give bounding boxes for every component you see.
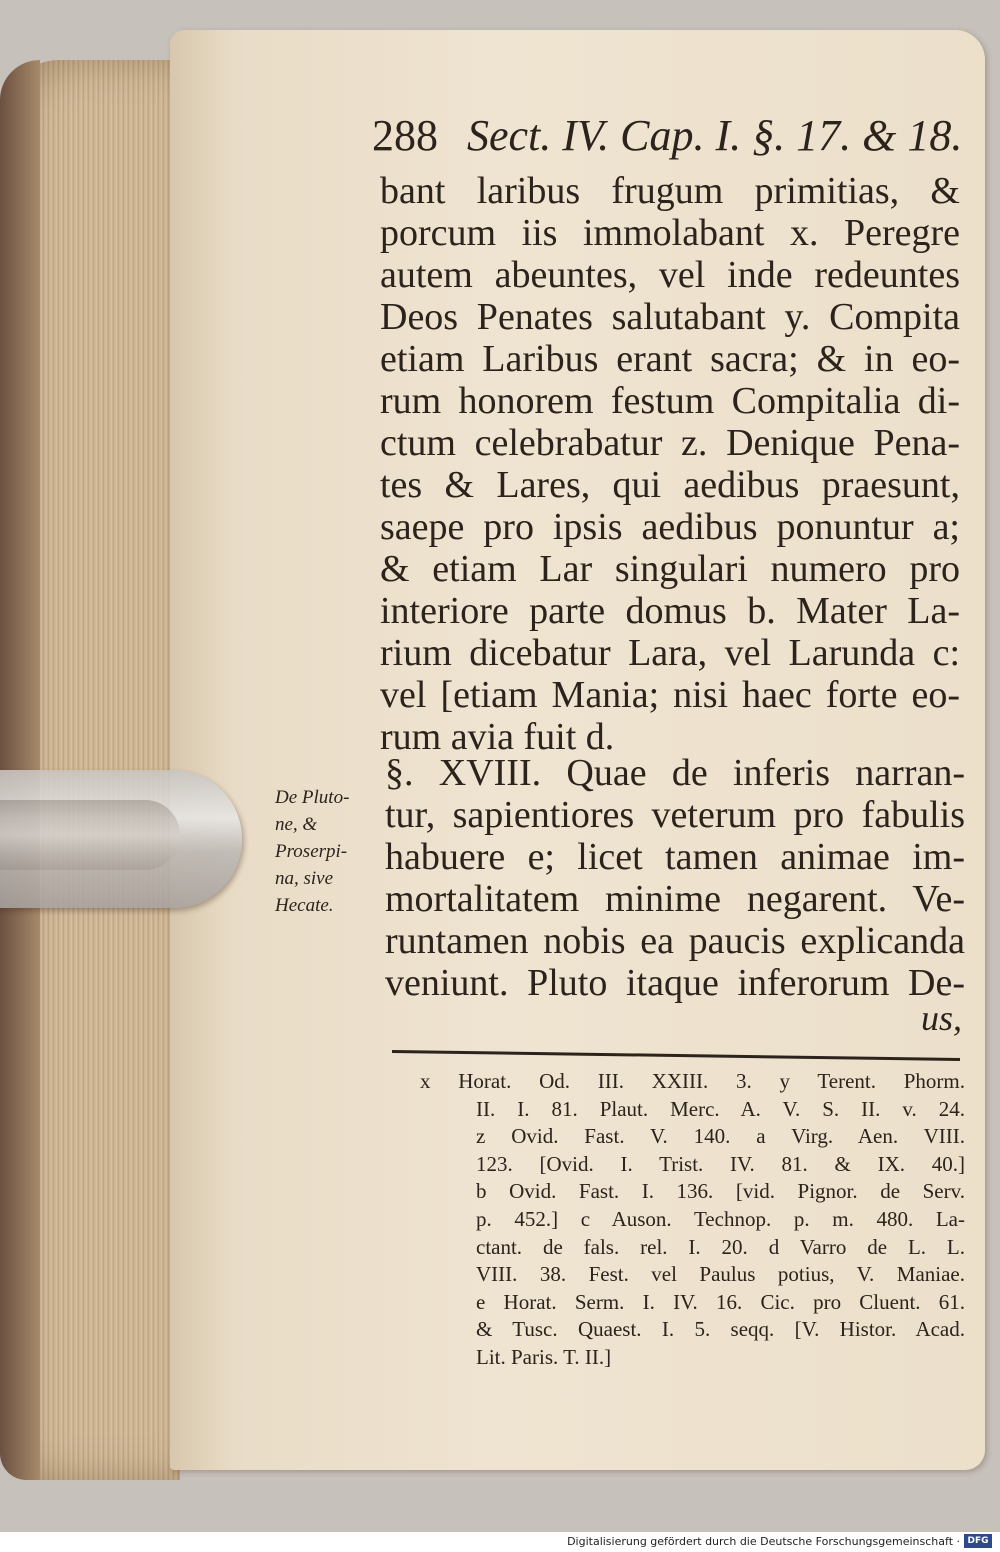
text-line: rum avia fuit d. — [380, 716, 615, 758]
text-line: tes & Lares, qui aedibus praesunt, — [380, 464, 960, 506]
section-line: mortalitatem minime negarent. Ve- — [385, 878, 965, 920]
page-holder-clip — [0, 770, 242, 908]
section-line: habuere e; licet tamen animae im- — [385, 836, 965, 878]
dfg-logo-icon: DFG — [964, 1534, 992, 1548]
marginal-note — [275, 784, 375, 919]
page-holder-clip-inner — [0, 800, 180, 870]
margin-note-line: Proserpi- — [275, 841, 348, 862]
footnote-line: x Horat. Od. III. XXIII. 3. y Terent. Phorm. — [420, 1069, 965, 1093]
text-line: interiore parte domus b. Mater La- — [380, 590, 960, 632]
footnote-line: b Ovid. Fast. I. 136. [vid. Pignor. de Serv. — [476, 1179, 965, 1204]
text-line: rum honorem festum Compitalia di- — [380, 380, 960, 422]
margin-note-line: na, sive — [275, 868, 334, 889]
text-line: porcum iis immolabant x. Peregre — [380, 212, 960, 254]
footnote-line: & Tusc. Quaest. I. 5. seqq. [V. Histor. Acad. — [476, 1317, 965, 1342]
footnote-line: z Ovid. Fast. V. 140. a Virg. Aen. VIII. — [476, 1124, 965, 1149]
page-number: 288 — [372, 111, 438, 160]
section-line: veniunt. Pluto itaque inferorum De- — [385, 962, 965, 1004]
text-line: etiam Laribus erant sacra; & in eo- — [380, 338, 960, 380]
text-line: & etiam Lar singulari numero pro — [380, 548, 960, 590]
text-line: ctum celebrabatur z. Denique Pena- — [380, 422, 960, 464]
body-text — [380, 170, 960, 758]
text-line: autem abeuntes, vel inde redeuntes — [380, 254, 960, 296]
page-header — [372, 108, 963, 164]
margin-note-line: ne, & — [275, 814, 318, 835]
text-line: bant laribus frugum primitias, & — [380, 170, 960, 212]
section-line: tur, sapientiores veterum pro fabulis — [385, 794, 965, 836]
section-xviii — [385, 752, 965, 1004]
text-line: saepe pro ipsis aedibus ponuntur a; — [380, 506, 960, 548]
footnote-line: II. I. 81. Plaut. Merc. A. V. S. II. v. 24. — [476, 1096, 965, 1121]
footnote-line: ctant. de fals. rel. I. 20. d Varro de L. L. — [476, 1234, 965, 1259]
digitization-credit: Digitalisierung gefördert durch die Deutsche Forschungsgemeinschaft · — [567, 1535, 960, 1548]
running-title: Sect. IV. Cap. I. §. 17. & 18. — [467, 111, 963, 160]
footnotes — [420, 1068, 965, 1372]
section-line: runtamen nobis ea paucis explicanda — [385, 920, 965, 962]
catchword: us, — [920, 998, 962, 1038]
footnote-line: VIII. 38. Fest. vel Paulus potius, V. Maniae. — [476, 1262, 965, 1287]
footnote-line: e Horat. Serm. I. IV. 16. Cic. pro Cluent. 61. — [476, 1289, 965, 1314]
section-line: §. XVIII. Quae de inferis narran- — [385, 752, 965, 794]
footnote-line: p. 452.] c Auson. Technop. p. m. 480. La- — [476, 1206, 965, 1231]
footnote-line: 123. [Ovid. I. Trist. IV. 81. & IX. 40.] — [476, 1151, 965, 1176]
footnote-line: Lit. Paris. T. II.] — [476, 1344, 612, 1369]
margin-note-line: De Pluto- — [275, 787, 350, 808]
text-line: Deos Penates salutabant y. Compita — [380, 296, 960, 338]
margin-note-line: Hecate. — [275, 895, 334, 916]
text-line: rium dicebatur Lara, vel Larunda c: — [380, 632, 960, 674]
text-line: vel [etiam Mania; nisi haec forte eo- — [380, 674, 960, 716]
